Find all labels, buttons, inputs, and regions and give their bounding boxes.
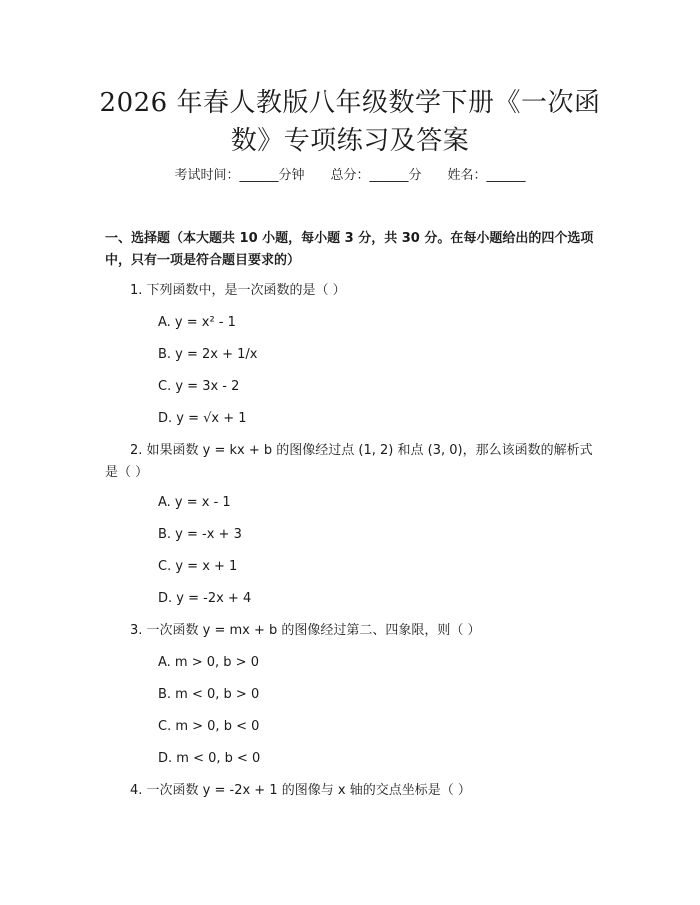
question-1: 1. 下列函数中，是一次函数的是（ ）: [130, 283, 346, 298]
question-2-option-a: A. y = x - 1: [158, 495, 231, 510]
exam-meta: [0, 166, 700, 186]
question-1-option-b: B. y = 2x + 1/x: [158, 347, 258, 362]
question-3-option-d: D. m < 0, b < 0: [158, 751, 261, 766]
question-2-option-d: D. y = -2x + 4: [158, 591, 252, 606]
question-3: 3. 一次函数 y = mx + b 的图像经过第二、四象限，则（ ）: [130, 623, 481, 638]
document-title-line-1: 2026 年春人教版八年级数学下册《一次函: [99, 88, 601, 118]
question-3-option-a: A. m > 0, b > 0: [158, 655, 259, 670]
question-2: 2. 如果函数 y = kx + b 的图像经过点 (1, 2) 和点 (3, 0)，那么该函数的解析式是（ ）: [105, 443, 593, 480]
section-heading-multiple-choice: 一、选择题（本大题共 10 小题，每小题 3 分，共 30 分。在每小题给出的四个选项中，只有一项是符合题目要求的）: [105, 231, 594, 268]
exam-time-field: 考试时间：______分钟: [174, 168, 305, 183]
name-field: 姓名：______: [447, 168, 526, 183]
question-3-option-c: C. m > 0, b < 0: [158, 719, 260, 734]
question-2-option-c: C. y = x + 1: [158, 559, 238, 574]
question-1-option-d: D. y = √x + 1: [158, 411, 247, 426]
question-1-option-a: A. y = x² - 1: [158, 315, 236, 330]
question-2-option-b: B. y = -x + 3: [158, 527, 242, 542]
question-3-option-b: B. m < 0, b > 0: [158, 687, 260, 702]
question-1-option-c: C. y = 3x - 2: [158, 379, 240, 394]
total-score-field: 总分：______分: [330, 168, 422, 183]
document-title-line-2: 数》专项练习及答案: [230, 126, 470, 156]
question-4: 4. 一次函数 y = -2x + 1 的图像与 x 轴的交点坐标是（ ）: [130, 783, 471, 798]
